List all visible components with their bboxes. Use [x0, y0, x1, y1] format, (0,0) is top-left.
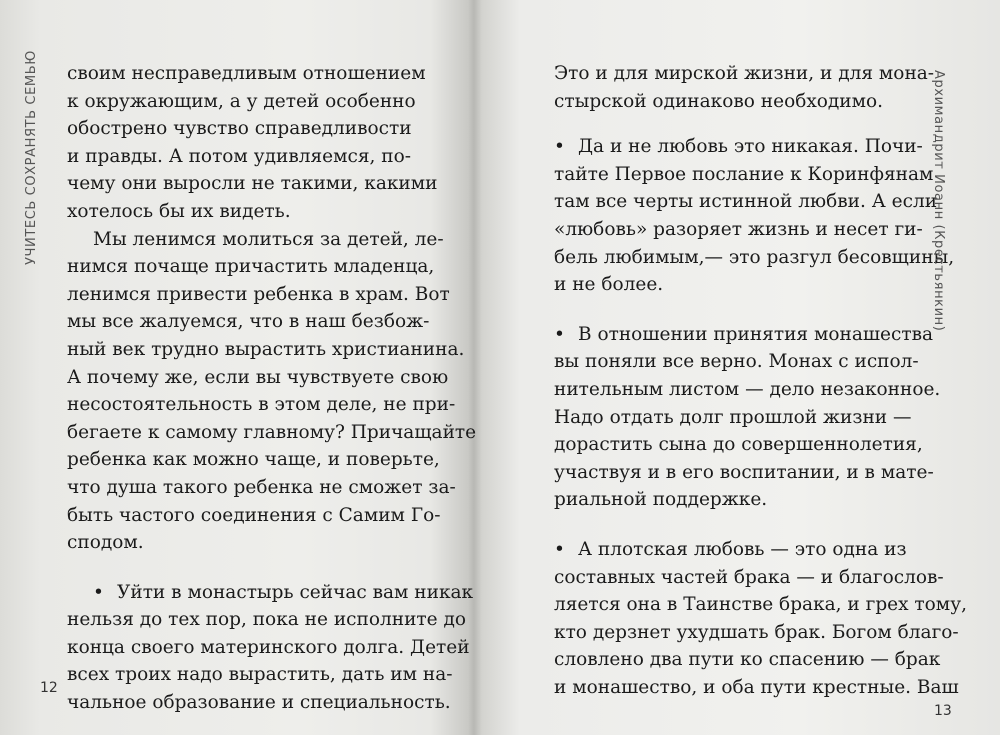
text-line: риальной поддержке.: [554, 489, 768, 511]
paragraph-gap: [554, 299, 934, 321]
text-line: участвуя и в его воспитании, и в мате-: [554, 461, 934, 483]
left-running-head: УЧИТЕСЬ СОХРАНЯТЬ СЕМЬЮ: [24, 50, 39, 265]
text-line: чальное образование и специальность.: [67, 692, 451, 714]
text-line: и не более.: [554, 274, 664, 296]
text-line: мы все жалуемся, что в наш безбож-: [67, 311, 430, 333]
text-line: вы поняли все верно. Монах с испол-: [554, 351, 919, 373]
text-line: ляется она в Таинстве брака, и грех тому,: [554, 594, 967, 616]
text-line: чему они выросли не такими, какими: [67, 173, 438, 195]
text-line: Это и для мирской жизни, и для мона-: [554, 63, 935, 84]
left-page: [0, 0, 477, 735]
text-line: словлено два пути ко спасению — брак: [554, 649, 941, 671]
text-line: несостоятельность в этом деле, не при-: [67, 394, 456, 416]
text-line: стырской одинаково необходимо.: [554, 90, 884, 112]
text-line: своим несправедливым отношением: [67, 63, 426, 84]
text-line: А почему же, если вы чувствуете свою: [67, 366, 449, 388]
text-line: «любовь» разоряет жизнь и несет ги-: [554, 218, 923, 240]
left-page-text: [67, 60, 477, 717]
text-line: сподом.: [67, 532, 144, 554]
text-line: и монашество, и оба пути крестные. Ваш: [554, 676, 959, 698]
text-line: и правды. А потом удивляемся, по-: [67, 145, 412, 167]
text-line: быть частого соединения с Самим Го-: [67, 504, 441, 526]
bullet-line: • А плотская любовь — это одна из: [554, 536, 934, 564]
right-page-number: 13: [934, 703, 952, 719]
text-line: к окружающим, а у детей особенно: [67, 90, 416, 112]
text-line: Надо отдать долг прошлой жизни —: [554, 406, 912, 428]
text-line: ребенка как можно чаще, и поверьте,: [67, 449, 440, 471]
text-line: конца своего материнского долга. Детей: [67, 636, 470, 658]
text-line: ленимся привести ребенка в храм. Вот: [67, 283, 450, 305]
text-line: хотелось бы их видеть.: [67, 200, 291, 222]
bullet-line: • Уйти в монастырь сейчас вам никак: [67, 579, 427, 607]
bullet-line: • Да и не любовь это никакая. Почи-: [554, 133, 934, 161]
text-line: обострено чувство справедливости: [67, 118, 412, 140]
text-line: составных частей брака — и благослов-: [554, 566, 944, 588]
text-line: кто дерзнет ухудшать брак. Богом благо-: [554, 621, 959, 643]
paragraph-gap: [554, 115, 934, 133]
text-line: нимся почаще причастить младенца,: [67, 256, 435, 278]
text-line: нельзя до тех пор, пока не исполните до: [67, 609, 466, 631]
text-line: ный век трудно вырастить христианина.: [67, 338, 465, 360]
paragraph-gap: [554, 514, 934, 536]
text-line: дорастить сына до совершеннолетия,: [554, 434, 923, 456]
text-line: Мы ленимся молиться за детей, ле-: [93, 228, 444, 250]
text-line: тайте Первое послание к Коринфянам: [554, 163, 934, 185]
text-line: что душа такого ребенка не сможет за-: [67, 476, 456, 498]
paragraph-gap: [67, 557, 427, 579]
right-running-head: Архимандрит Иоанн (Крестьянкин): [931, 70, 946, 332]
left-page-number: 12: [40, 680, 58, 696]
right-page: [474, 0, 1000, 735]
text-line: бель любимым,— это разгул бесовщины,: [554, 246, 955, 268]
text-line: нительным листом — дело незаконное.: [554, 378, 941, 400]
text-line: бегаете к самому главному? Причащайте: [67, 421, 477, 443]
text-line: там все черты истинной любви. А если: [554, 191, 938, 213]
text-line: всех троих надо вырастить, дать им на-: [67, 664, 453, 686]
bullet-line: • В отношении принятия монашества: [554, 321, 934, 349]
